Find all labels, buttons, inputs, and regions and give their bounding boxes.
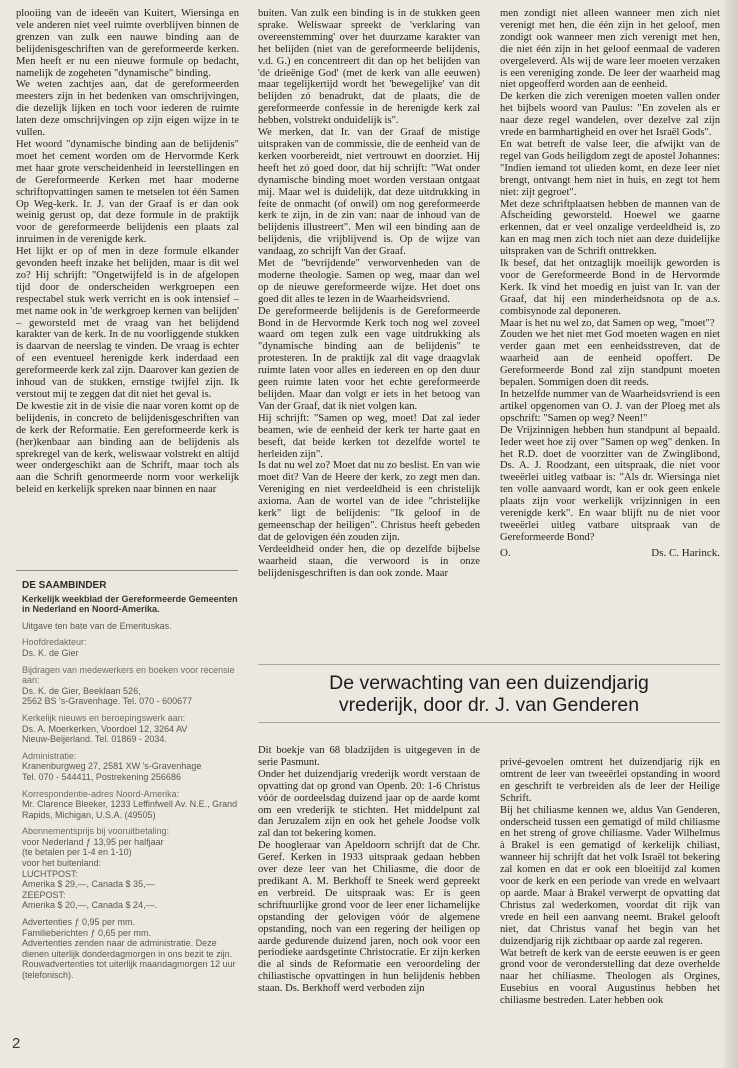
paragraph: We merken, dat Ir. van der Graaf de mistige uitspraken van de commissie, die de eenheid van de kerken voorbereidt, niet vertrouwt en doorziet. Hij heeft het zó goed door, dat hij schrijft: "Wat onder dynamische binding moet worden verstaan ontgaat mij. Maar wel is duidelijk, dat deze uitdrukking in feite de onmacht (of onwil) om nog gereformeerde kerk te zijn, in de zin van: naar de inhoud van de belijdenis illustreert". Men wil een binding aan de belijdenis, die vrijblijvend is. Op de wijze van vandaag, zo schrijft Van der Graaf. [258,127,480,258]
paragraph: Met deze schriftplaatsen hebben de mannen van de Afscheiding geworsteld. Hoewel we gaarne erkennen, dat er veel onzalige verdeeldheid is, zo kan en mag men zich toch niet aan deze duidelijke uitspraken van de Schrift onttrekken. [500,198,720,258]
paragraph: In hetzelfde nummer van de Waarheidsvriend is een artikel opgenomen van O. J. van der Ploeg met als opschrift: "Samen op weg? Neen!" [500,389,720,424]
paragraph: plooiing van de ideeën van Kuitert, Wiersinga en vele anderen niet veel ruimte overblijven binnen de grenzen van zulk een nauwe binding aan de belijdenisgeschriften van de gereformeerde kerken. Men heeft er nu een nieuwe formule op bedacht, namelijk de zogeheten "dynamische" binding. [16,8,239,79]
administration-block: Administratie: Kranenburgweg 27, 2581 XW 's-Gravenhage Tel. 070 - 544411, Postrekening 256686 [22,750,202,782]
editor-block: Hoofdredakteur: Ds. K. de Gier [22,637,87,658]
paragraph: Verdeeldheid onder hen, die op dezelfde bijbelse waarheid staan, die verwoord is in onze belijdenisgeschriften is dan ook zonde. Maar [258,543,480,579]
contributions-block: Bijdragen van medewerkers en boeken voor recensie aan: Ds. K. de Gier, Beeklaan 526, 2562 BS 's-Gravenhage. Tel. 070 - 600677 [22,664,235,707]
paragraph: De kwestie zit in de visie die naar voren komt op de belijdenis, in concreto de belijdenisgeschriften van de kerk der Reformatie. Een gereformeerde kerk is (her)kenbaar aan binding aan de belijdenis als sprekregel van de kerk, weliswaar volstrekt en altijd weer ondergeschikt aan de Schrift, maar toch als aan die Schrift genormeerde norm voor werkelijk beleid en kerkelijk spreken naar binnen en naar [16,400,239,496]
paragraph: Met de "bevrijdende" verworvenheden van de moderne theologie. Samen op weg, maar dan wel op de nieuwe gereformeerde wijze. Het doet ons goed dit alles te lezen in de Waarheidsvriend. [258,258,480,305]
news-block: Kerkelijk nieuws en beroepingswerk aan: Ds. A. Moerkerken, Voordoel 12, 3264 AV Nieuw-Beijerland. Tel. 01869 - 2034. [22,712,188,745]
paragraph: Maar is het nu wel zo, dat Samen op weg, "moet"? [500,317,715,329]
masthead-subtitle: Kerkelijk weekblad der Gereformeerde Gemeenten in Nederland en Noord-Amerika. [22,593,238,615]
paragraph: Hij schrijft: "Samen op weg, moet! Dat zal ieder beamen, wie de eenheid der kerk ter harte gaat en beseft, dat beide kerken tot dezelfde wortel te herleiden zijn". [258,412,480,460]
signature-left: O. [500,546,511,559]
subscription-block: Abonnementsprijs bij vooruitbetaling: voor Nederland ƒ 13,95 per halfjaar (te betalen per 1-4 en 1-10) voor het buitenland: LUCHTPOST: Amerika $ 29,—, Canada $ 35,— ZEEPOST: Amerika $ 20,—, Canada $ 24,—. [22,826,170,911]
publisher-note: Uitgave ten bate van de Emerituskas. [22,620,172,631]
paragraph: Dit boekje van 68 bladzijden is uitgegeven in de serie Pasmunt. [258,745,480,768]
page-number: 2 [12,1035,21,1052]
paragraph: Is dat nu wel zo? Moet dat nu zo beslist. En van wie moet dit? Van de Heere der kerk, zo zegt men dan. Vereniging en niet verdeeldheid is een christelijk axioma. Aan de wortel van de idee "christelijke kerk" ligt de belijdenis: "Ik geloof in de gemeenschap der heiligen". Christus heeft gebeden dat de gelovigen één zouden zijn. [258,460,480,543]
paragraph: Zouden we het niet met God moeten wagen en niet verder gaan met een eenheidsstreven, dat de waarheid aan de eenheid opoffert. De Gereformeerde Bond zal zijn standpunt moeten bepalen. Sommigen doen dit reeds. [500,329,720,389]
paragraph: privé-gevoelen omtrent het duizendjarig rijk en omtrent de leer van tweeërlei opstanding in woord en geschrift te verbreiden als de leer der Heilige Schrift. [500,757,720,804]
signature-author: Ds. C. Harinck. [651,546,720,559]
paragraph: De kerken die zich verenigen moeten vallen onder het bijbels woord van Paulus: "En zovelen als er naar deze regel wandelen, over dezelve zal zijn vrede en barmhartigheid en over het Israël Gods". [500,91,720,139]
correspondence-block: Korrespondentie-adres Noord-Amerika: Mr. Clarence Bleeker, 1233 Leffinfwell Av. N.E., Grand Rapids, Michigan, U.S.A. (49505) [22,788,238,820]
paragraph: Het lijkt er op of men in deze formule elkander gevonden heeft inzake het belijden, maar is dit wel zo? Hij schrijft: "Ongetwijfeld is in de afgelopen tijd door de onderscheiden werkgroepen een respectabel stuk werk verricht en is ook intensief – met name ook in 'de werkgroep kernen van belijden' – geworsteld met de vraag van het belijdend karakter van de kerk. In de nu voorliggende stukken is daarvan de neerslag te vinden. De vraag is echter of een eventueel herenigde kerk inderdaad een gereformeerde kerk zal zijn. Daarover kan gezien de inhoud van de stukken, ernstige twijfel zijn. Ik verstout mij te zeggen dat dit niet het geval is. [16,246,239,400]
paragraph: buiten. Van zulk een binding is in de stukken geen sprake. Weliswaar spreekt de 'verklaring van overeenstemming' over het duurzame karakter van het belijden (niet van de gereformeerde belijdenis, v.d. G.) en concentreert dit dan op het belijden van 'de drieënige God' (met de kerk van alle eeuwen) maar tegelijkertijd wordt het 'bewegelijke' van dit belijden zó benadrukt, dat de plaats, die de gereformeerde confessie in de herenigde kerk zal hebben, volstrekt onduidelijk is". [258,8,480,127]
signature-line [500,548,720,560]
divider [258,664,720,665]
paragraph: En wat betreft de valse leer, die afwijkt van de regel van Gods heiligdom zegt de apostel Johannes: "Indien iemand tot ulieden komt, en deze leer niet brengt, ontvangt hem niet in huis, en zegt tot hem niet: zijt gegroet". [500,138,720,198]
review-column-1 [258,745,480,1045]
paragraph: Het woord "dynamische binding aan de belijdenis" moet het cement worden om de Hervormde Kerk met haar grote verscheidenheid in leerstellingen en de Gereformeerde Kerken met haar moderne schriftopvattingen samen te metselen tot één Samen Op Weg-kerk. Ir. J. van der Graaf is er dan ook weinig gerust op, dat deze formule in de praktijk voor de gereformeerde belijdenis een plaats zal inruimen in de verenigde kerk. [16,138,239,246]
paragraph: Ik besef, dat het ontzaglijk moeilijk geworden is voor de Gereformeerde Bond in de Hervormde Kerk. Ik vind het moedig en juist van Ir. van der Graaf, dat hij een minderheidsnota op de a.s. combisynode zal deponeren. [500,258,720,317]
article-column-1 [16,8,239,563]
paragraph: We weten zachtjes aan, dat de gereformeerden meesters zijn in het bedenken van omschrijvingen, die dezelijk lijken en toch voor iederen de ruimte laten deze omschrijvingen op zijn eigen wijze in te vullen. [16,79,239,139]
paragraph: Bij het chiliasme kennen we, aldus Van Genderen, onderscheid tussen een gematigd of mild chiliasme en het streng of grove chiliasme. Vader Wilhelmus à Brakel is een gematigd of kerkelijk chiliast, wanneer hij schrijft dat het volk Israël tot bekering zal komen en dat er ook een bloeitijd zal komen voor de kerk en een periode van vrede en welvaart op aarde. Maar à Brakel verwerpt de opvatting dat Christus zal wederkomen, voordat dit rijk van vrede en heil een aanvang neemt. Brakel gelooft niet, dat Christus vanaf het begin van het duizendjarig rijk zichtbaar op aarde zal regeren. [500,804,720,947]
article-headline: De verwachting van een duizendjarig vrederijk, door dr. J. van Genderen [329,672,649,716]
advertising-block: Advertenties ƒ 0,95 per mm. Familieberichten ƒ 0,65 per mm. Advertenties zenden naar de administratie. Deze dienen uiterlijk donderdagmorgen in ons bezit te zijn. Rouwadvertenties tot uiterlijk maandagmorgen 12 uur (telefonisch). [22,917,236,980]
paragraph: men zondigt niet alleen wanneer men zich niet verenigt met hen, die één zijn in het geloof, men zondigt ook wanneer men zich verenigt met hen, die niet één zijn in het geloof eenmaal de vaderen overgeleverd. Als wij de ware leer moeten verzaken is een vereniging zonde. De leer der waarheid mag niet opgeofferd worden aan de eenheid. [500,8,720,91]
paragraph: Onder het duizendjarig vrederijk wordt verstaan de opvatting dat op grond van Openb. 20: 1-6 Christus vóór de oordeelsdag duizend jaar op de aarde komt om een vrederijk te stichten. Het middelpunt zal dan Jeruzalem zijn en ook het gehele Joodse volk zal dan tot bekering komen. [258,768,480,840]
paragraph: De gereformeerde belijdenis is de Gereformeerde Bond in de Hervormde Kerk toch nog wel zoveel waard om tegen zulk een vage uitdrukking als "dynamische binding aan de belijdenis" te protesteren. In de praktijk zal dit vage draagvlak ruimte laten voor alles en iedereen en op den duur geen ruimte laten voor het echte gereformeerde belijden. Maar dan volgt er iets in het betoog van Van der Graaf, dat ik niet volgen kan. [258,305,480,412]
article-column-3 [500,8,720,578]
masthead-title: DE SAAMBINDER [22,580,107,591]
colophon [16,570,238,1057]
paragraph: De hoogleraar van Apeldoorn schrijft dat de Chr. Geref. Kerken in 1933 uitspraak gedaan hebben over deze leer van het Chiliasme, die door de predikant A. M. Berkhoff te Sneek werd gepreekt en verbreid. De uitspraak was: Er is geen schriftuurlijke grond voor de leer ener lichamelijke opstanding der gelovigen vóór de algemene opstanding, noch van een regering der heiligen op aarde gedurende duizend jaren, noch ook voor een periodieke aardsgetinte Christocratie. Er zijn kerken die al sinds de Reformatie een veroordeling der chiliastische opvattingen in hun belijdenis hebben staan. Ds. Berkhoff werd verboden zijn [258,840,480,995]
page-edge [724,0,738,1068]
article-column-2 [258,8,480,652]
paragraph: De Vrijzinnigen hebben hun standpunt al bepaald. Ieder weet hoe zij over "Samen op weg" denken. In het R.D. doet de voorzitter van de Zwinglibond, Ds. A. J. Roodzant, een uitspraak, die niet voor tweeërlei uitleg vatbaar is: "Als dr. Wiersinga niet ten volle aanvaard wordt, kan er ook geen enkele plaats zijn voor werkelijk vrijzinnigen in een verenigde kerk". En waar blijft nu de niet voor tweeërlei uitleg vatbare uitspraak van de Gereformeerde Bond? [500,424,720,543]
divider [258,722,720,723]
paragraph: Wat betreft de kerk van de eerste eeuwen is er geen grond voor de veronderstelling dat deze overhelde naar het chiliasme. Theologen als Orgines, Eusebius en vooral Augustinus hebben het chiliasme bestreden. Later hebben ook [500,947,720,1007]
review-column-2 [500,757,720,1049]
